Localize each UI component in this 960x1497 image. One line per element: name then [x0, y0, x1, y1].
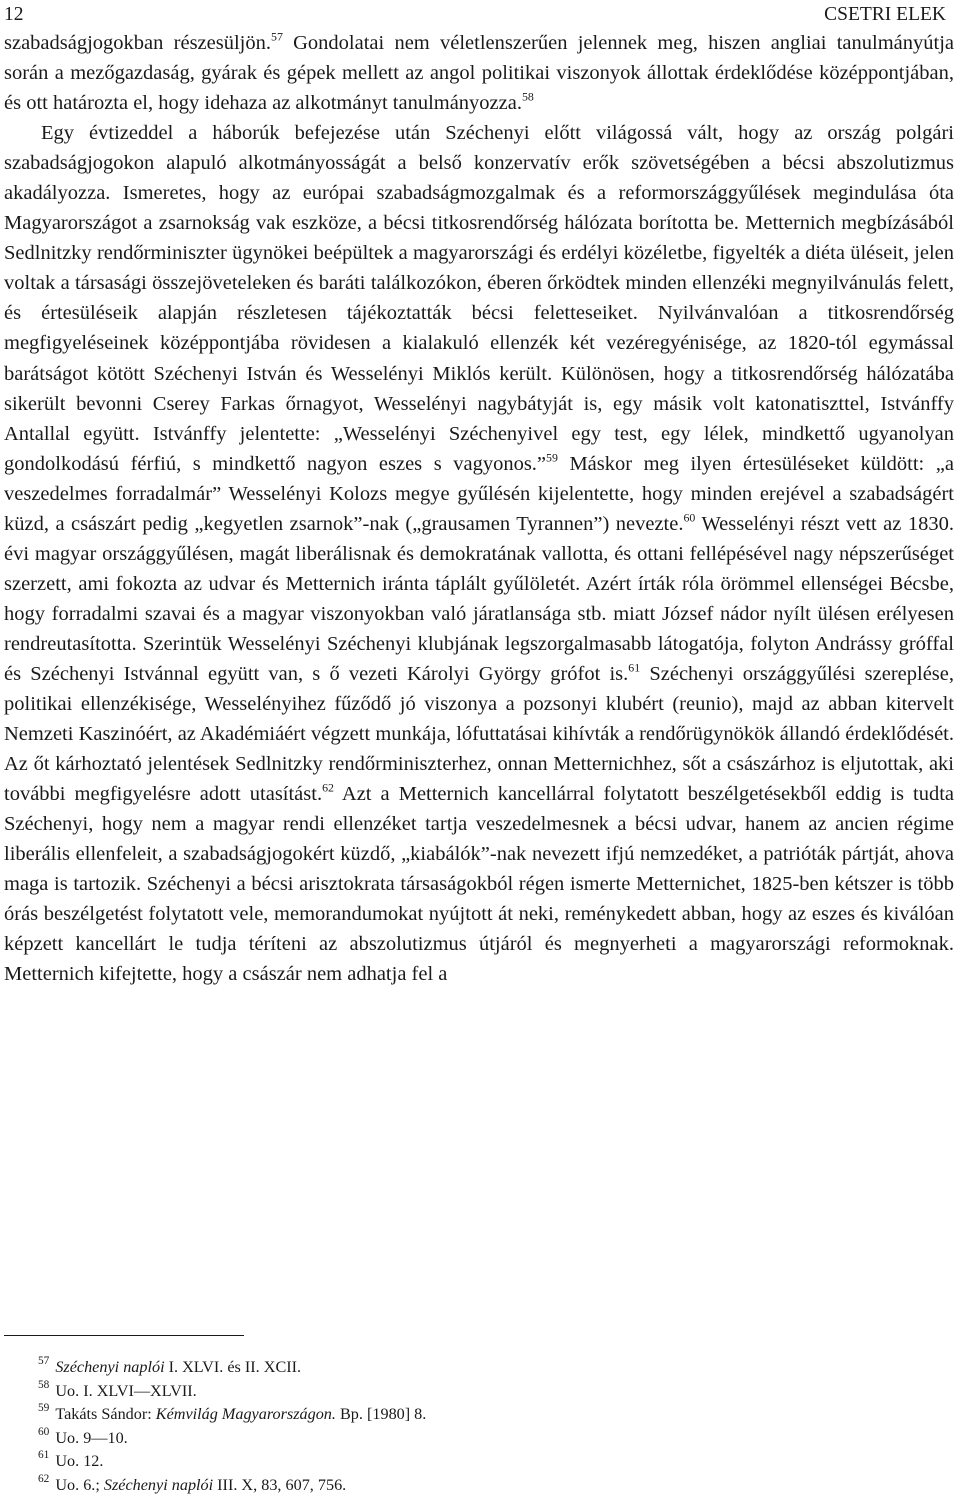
text-run: Uo. I. XLVI—XLVII.	[55, 1381, 197, 1400]
footnotes	[38, 1356, 938, 1497]
text-run: Széchenyi országgyűlési szereplése, politikai ellenzékisége, Wesselényihez fűződő jó viszonya a pozsonyi klubért (reunio), majd az abban kitervelt Nemzeti Kaszinóért, az Akadémiáért végzett munkája, lófuttatásai kihívták a rendőrügynökök állandó érdeklődését. Az őt kárhoztató jelentések Sedlnitzky rendőrminiszterhez, onnan Metternichhez, sőt a császárhoz is eljutottak, aki további megfigyelésre adott utasítást.	[4, 662, 955, 806]
text-run: I. XLVI. és II. XCII.	[164, 1358, 302, 1376]
footnote-number: 60	[38, 1425, 50, 1438]
footnote-number: 62	[38, 1472, 50, 1485]
italic-title: Széchenyi naplói	[103, 1475, 214, 1494]
text-run: Egy évtizeddel a háborúk befejezése után Széchenyi előtt világossá vált, hogy az ország polgári szabadságjogokon alapuló alkotmányosságát a belső konzervatív erők szövetségében a bécsi abszolutizmus akadályozza. Ismeretes, hogy az európai szabadságmozgalmak és a reformországgyűlések megindulása óta Magyarországot a zsarnokság vak eszköze, a bécsi titkosrendőrség hálózata borította be. Metternich megbízásából Sedlnitzky rendőrminiszter ügynökei beépültek a magyarországi és erdélyi közéletbe, figyelték a diéta üléseit, jelen voltak a társasági összejöveteleken és baráti találkozókon, éberen őrködtek minden ellenzéki megnyilvánulás felett, és értesüléseik alapján részletesen tájékoztatták bécsi feletteseiket. Nyilvánvalóan a titkosrendőrség megfigyeléseinek középpontjába rövidesen a kialakuló ellenzék két vezéregyénisége, az 1820-tól egymással barátságot kötött Széchenyi István és Wesselényi Miklós került. Különösen, hogy a titkosrendőrség hálózatába sikerült bevonni Cserey Farkas őrnagyot, Wesselényi nagybátyját is, egy másik volt katonatiszttel, Istvánffy Antallal együtt. Istvánffy jelentette: „Wesselényi Széchenyivel egy test, egy lélek, mindkettő ugyanolyan gondolkodású férfiú, s mindkettő nagyon eszes s vagyonos.”	[4, 122, 954, 475]
text-run: Gondolatai nem véletlenszerűen jelennek meg, hiszen angliai tanulmányútja során a mezőgazdaság, gyárak és gépek mellett az angol politikai viszonyok állottak érdeklődése középpontjában, és ott határozta el, hogy idehaza az alkotmányt tanulmányozza.	[4, 32, 955, 115]
text-run: Azt a Metternich kancellárral folytatott beszélgetésekből eddig is tudta Széchenyi, hogy nem a magyar rendi ellenzéket tartja veszedelmesnek a bécsi udvar, hanem az ancien régime liberális ellenfeleit, a szabadságjogokért küzdő, „kiabálók”-nak nevezett ifjú nemzedéket, a patrióták pártját, ahova maga is tartozik. Széchenyi a bécsi arisztokrata társaságokból régen ismerte Metternichet, 1825-ben kétszer is több órás beszélgetést folytatott vele, memorandumokat nyújtott át neki, reménykedett abban, hogy az eszes és kiválóan képzett kancellárt le tudja téríteni az abszolutizmus útjáról és megnyerheti a magyarországi reformoknak. Metternich kifejtette, hogy a császár nem adhatja fel a	[4, 783, 954, 986]
footnote	[38, 1427, 938, 1451]
footnote	[38, 1403, 938, 1427]
paragraph	[4, 118, 954, 989]
running-head-author: CSETRI ELEK	[824, 4, 946, 25]
text-run: Wesselényi részt vett az 1830. évi magyar országgyűlésen, magát liberálisnak és demokratának vallotta, és ottani fellépésével nagy népszerűséget szerzett, ami fokozta az udvar és Metternich iránta táplált gyűlöletét. Azért írták róla örömmel ellenségei Bécsbe, hogy forradalmi szavai és a magyar viszonyokban való járatlansága stb. miatt József nádor nyílt ülésen erélyesen rendreutasította. Szerintük Wesselényi Széchenyi klubjának legszorgalmasabb látogatója, folyton Andrássy gróffal és Széchenyi Istvánnal együtt van, s ő vezeti Károlyi György grófot is.	[4, 512, 954, 685]
footnote-number: 61	[38, 1449, 50, 1462]
main-text	[4, 28, 954, 990]
text-run: III. X, 83, 607, 756.	[213, 1475, 347, 1494]
text-run: Uo. 12.	[55, 1452, 104, 1470]
footnote-ref: 62	[322, 780, 334, 795]
paragraph	[4, 28, 954, 118]
text-run: Máskor meg ilyen értesüléseket küldött: „a veszedelmes forradalmár” Wesselényi Kolozs megye gyűlésén kijelentette, hogy minden erejével a szabadságért küzd, a császárt pedig „kegyetlen zsarnok”-nak („grausamen Tyrannen”) nevezte.	[4, 452, 954, 535]
text-run: Uo. 6.;	[55, 1475, 104, 1494]
text-run: Takáts Sándor:	[55, 1405, 156, 1423]
footnote-ref: 60	[683, 510, 696, 525]
italic-title: Kémvilág Magyarországon.	[155, 1405, 336, 1423]
footnote	[38, 1356, 938, 1380]
footnote-separator	[4, 1335, 244, 1336]
footnote-number: 58	[38, 1378, 50, 1391]
page-number: 12	[4, 4, 24, 25]
text-run: szabadságjogokban részesüljön.	[4, 32, 271, 54]
page-header	[4, 1, 946, 29]
text-run: Bp. [1980] 8.	[335, 1405, 427, 1423]
footnote-number: 59	[38, 1402, 50, 1415]
footnote-number: 57	[38, 1355, 50, 1368]
footnote-ref: 57	[271, 29, 283, 44]
footnote	[38, 1450, 938, 1474]
footnote-ref: 59	[546, 450, 558, 465]
footnote	[38, 1380, 938, 1404]
italic-title: Széchenyi naplói	[55, 1358, 165, 1376]
footnote-ref: 61	[628, 660, 641, 675]
text-run: Uo. 9—10.	[55, 1428, 128, 1447]
footnote-ref: 58	[521, 89, 534, 104]
footnote	[38, 1474, 938, 1497]
